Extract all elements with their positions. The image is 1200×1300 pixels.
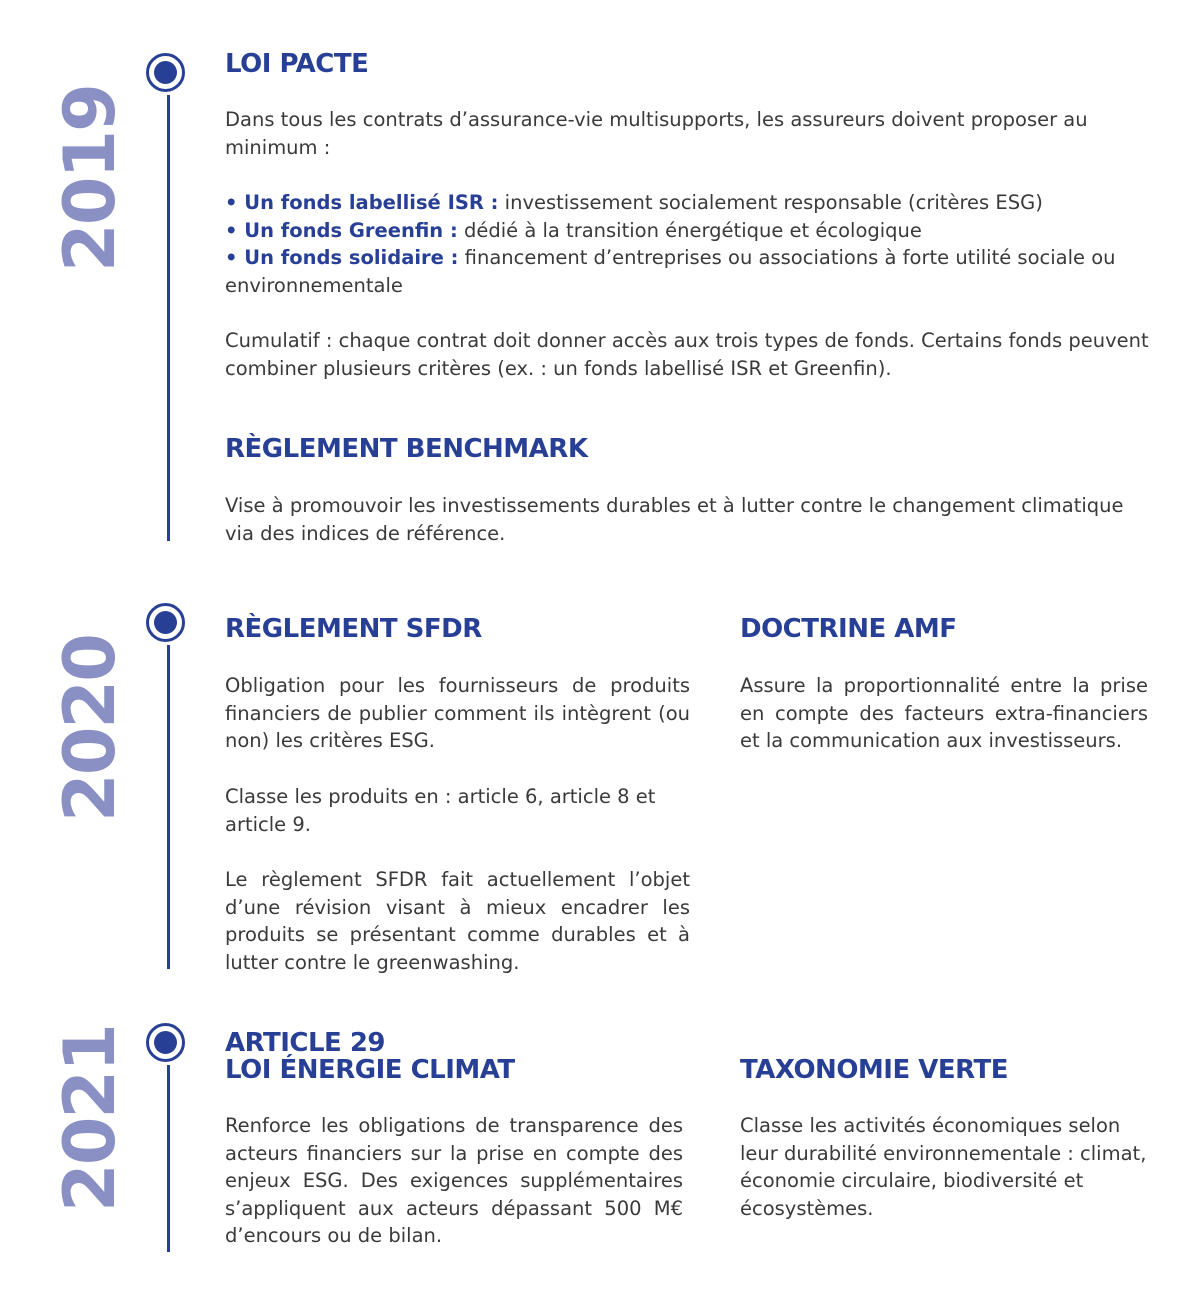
bullet-solidaire-label: • Un fonds solidaire : <box>225 246 459 269</box>
taxonomie-text: Classe les activités économiques selon leur durabilité environnementale : climat, économie circulaire, biodiversité et écosystèmes. <box>740 1114 1147 1220</box>
loi-pacte-note: Cumulatif : chaque contrat doit donner accès aux trois types de fonds. Certains fonds peuvent combiner plusieurs critères (ex. : un fonds labellisé ISR et Greenfin). <box>225 329 1149 380</box>
sfdr-p1: Obligation pour les fournisseurs de produits financiers de publier comment ils intègrent (ou non) les critères ESG. <box>225 674 690 752</box>
timeline-line-2020 <box>167 645 170 969</box>
article29-title-line2: LOI ÉNERGIE CLIMAT <box>225 1055 515 1085</box>
timeline-node-2020 <box>146 603 185 642</box>
bullet-solidaire <box>225 244 1150 299</box>
bullet-isr <box>225 189 1150 217</box>
bullet-solidaire-text: financement d’entreprises ou associations à forte utilité sociale ou environnementale <box>225 246 1116 297</box>
benchmark-title: RÈGLEMENT BENCHMARK <box>225 434 588 464</box>
article29-title-line1: ARTICLE 29 <box>225 1028 386 1058</box>
bullet-isr-text: investissement socialement responsable (critères ESG) <box>498 191 1043 214</box>
loi-pacte-bullets <box>225 189 1150 299</box>
sfdr-p2: Classe les produits en : article 6, article 8 et article 9. <box>225 785 656 836</box>
year-2020: 2020 <box>49 635 131 822</box>
article29-text: Renforce les obligations de transparence des acteurs financiers sur la prise en compte des enjeux ESG. Des exigences supplémentaires s’appliquent aux acteurs dépassant 500 M€ d’encours ou de bilan. <box>225 1114 683 1247</box>
loi-pacte-intro: Dans tous les contrats d’assurance-vie multisupports, les assureurs doivent proposer au minimum : <box>225 108 1088 159</box>
timeline-node-2019 <box>146 53 185 92</box>
bullet-greenfin-text: dédié à la transition énergétique et écologique <box>457 218 922 242</box>
year-2019: 2019 <box>49 85 131 272</box>
sfdr-p3: Le règlement SFDR fait actuellement l’objet d’une révision visant à mieux encadrer les produits se présentant comme durables et à lutter contre le greenwashing. <box>225 868 690 974</box>
timeline-line-2019 <box>167 95 170 541</box>
year-2021: 2021 <box>49 1025 131 1212</box>
bullet-greenfin-label: • Un fonds Greenfin : <box>225 218 458 242</box>
taxonomie-title: TAXONOMIE VERTE <box>740 1055 1009 1085</box>
bullet-isr-label: • Un fonds labellisé ISR : <box>225 191 499 214</box>
amf-text: Assure la proportionnalité entre la prise en compte des facteurs extra-financiers et la communication aux investisseurs. <box>740 674 1148 752</box>
amf-title: DOCTRINE AMF <box>740 614 957 644</box>
sfdr-title: RÈGLEMENT SFDR <box>225 614 482 644</box>
bullet-greenfin <box>225 217 1150 245</box>
timeline-line-2021 <box>167 1065 170 1252</box>
loi-pacte-title: LOI PACTE <box>225 49 369 79</box>
timeline-node-2021 <box>146 1023 185 1062</box>
benchmark-text: Vise à promouvoir les investissements durables et à lutter contre le changement climatique via des indices de référence. <box>225 494 1124 545</box>
